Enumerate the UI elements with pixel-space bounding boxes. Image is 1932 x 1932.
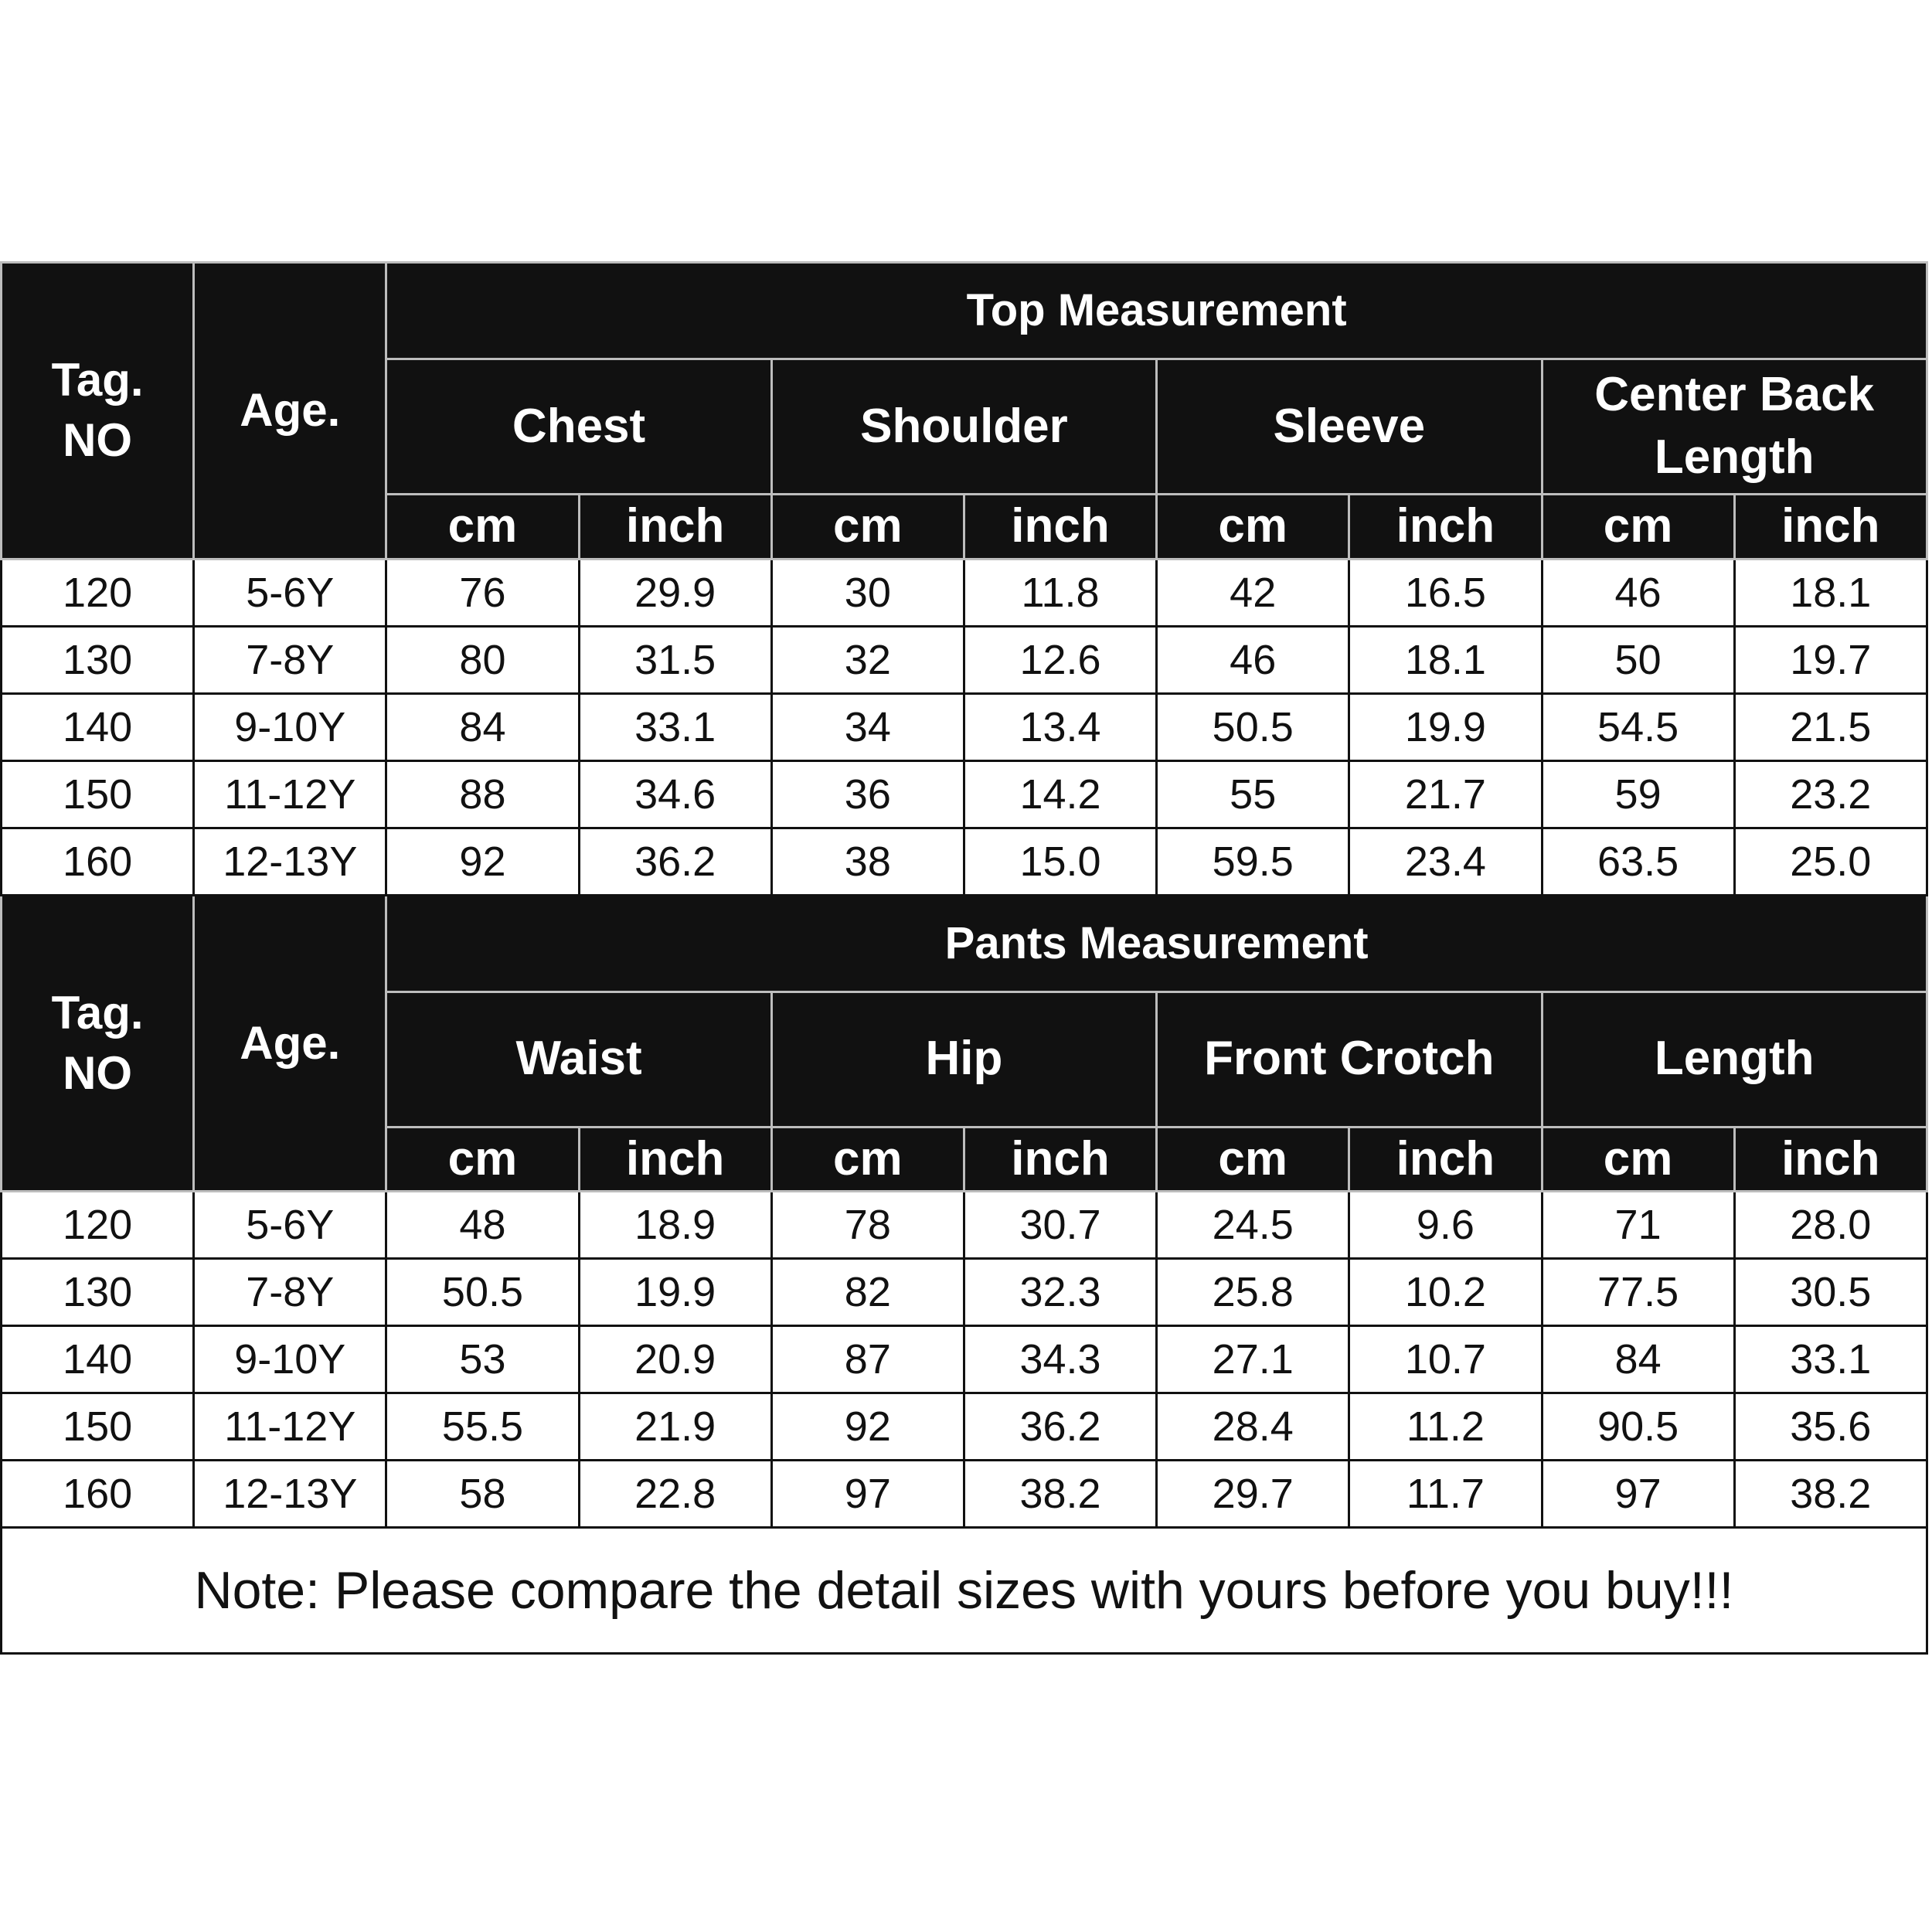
table-cell: 46	[1542, 559, 1734, 626]
table-cell: 19.7	[1734, 626, 1927, 693]
table-row	[2, 693, 1927, 760]
table-cell: 31.5	[579, 626, 771, 693]
tag-no-header: Tag. NO	[2, 263, 194, 560]
table-cell: 130	[2, 1259, 194, 1326]
table-cell: 25.0	[1734, 828, 1927, 895]
table-cell: 150	[2, 760, 194, 828]
measurement-header: Shoulder	[771, 359, 1156, 495]
table-cell: 5-6Y	[194, 559, 386, 626]
table-cell: 55	[1157, 760, 1349, 828]
table-cell: 11.7	[1349, 1461, 1542, 1528]
table-cell: 21.7	[1349, 760, 1542, 828]
unit-header: inch	[1349, 1127, 1542, 1192]
table-cell: 140	[2, 1326, 194, 1393]
table-cell: 53	[386, 1326, 579, 1393]
table-cell: 33.1	[579, 693, 771, 760]
table-cell: 87	[771, 1326, 964, 1393]
table-cell: 42	[1157, 559, 1349, 626]
table-cell: 10.2	[1349, 1259, 1542, 1326]
table-cell: 63.5	[1542, 828, 1734, 895]
unit-header: cm	[386, 1127, 579, 1192]
size-chart	[0, 261, 1926, 1655]
top-header-row	[2, 263, 1927, 359]
table-cell: 76	[386, 559, 579, 626]
table-cell: 29.7	[1157, 1461, 1349, 1528]
unit-header: inch	[964, 1127, 1156, 1192]
table-cell: 30.7	[964, 1192, 1156, 1259]
table-cell: 78	[771, 1192, 964, 1259]
table-row	[2, 626, 1927, 693]
table-cell: 160	[2, 1461, 194, 1528]
table-cell: 25.8	[1157, 1259, 1349, 1326]
unit-header: inch	[964, 495, 1156, 560]
table-cell: 27.1	[1157, 1326, 1349, 1393]
table-cell: 35.6	[1734, 1393, 1927, 1461]
table-cell: 13.4	[964, 693, 1156, 760]
table-cell: 19.9	[579, 1259, 771, 1326]
table-cell: 11-12Y	[194, 760, 386, 828]
table-cell: 80	[386, 626, 579, 693]
table-cell: 19.9	[1349, 693, 1542, 760]
table-cell: 11-12Y	[194, 1393, 386, 1461]
measurement-header: Center Back Length	[1542, 359, 1927, 495]
table-row	[2, 1192, 1927, 1259]
table-cell: 59	[1542, 760, 1734, 828]
table-row	[2, 1393, 1927, 1461]
table-cell: 97	[1542, 1461, 1734, 1528]
table-cell: 58	[386, 1461, 579, 1528]
table-cell: 38.2	[1734, 1461, 1927, 1528]
age-header: Age.	[194, 895, 386, 1192]
table-cell: 28.0	[1734, 1192, 1927, 1259]
table-cell: 28.4	[1157, 1393, 1349, 1461]
table-cell: 46	[1157, 626, 1349, 693]
table-cell: 36.2	[964, 1393, 1156, 1461]
table-cell: 15.0	[964, 828, 1156, 895]
table-cell: 50.5	[386, 1259, 579, 1326]
table-cell: 30.5	[1734, 1259, 1927, 1326]
table-cell: 92	[771, 1393, 964, 1461]
note-row	[2, 1528, 1927, 1654]
table-cell: 84	[1542, 1326, 1734, 1393]
table-cell: 23.4	[1349, 828, 1542, 895]
table-cell: 97	[771, 1461, 964, 1528]
table-cell: 12-13Y	[194, 1461, 386, 1528]
table-cell: 12-13Y	[194, 828, 386, 895]
table-cell: 24.5	[1157, 1192, 1349, 1259]
table-cell: 34	[771, 693, 964, 760]
table-cell: 77.5	[1542, 1259, 1734, 1326]
table-cell: 120	[2, 559, 194, 626]
measurement-header: Length	[1542, 992, 1927, 1127]
unit-header: cm	[386, 495, 579, 560]
measurement-header: Front Crotch	[1157, 992, 1542, 1127]
table-cell: 9.6	[1349, 1192, 1542, 1259]
table-cell: 7-8Y	[194, 1259, 386, 1326]
table-cell: 20.9	[579, 1326, 771, 1393]
unit-header: cm	[771, 495, 964, 560]
unit-header: inch	[1734, 1127, 1927, 1192]
table-cell: 18.9	[579, 1192, 771, 1259]
note-text: Note: Please compare the detail sizes with yours before you buy!!!	[2, 1528, 1927, 1654]
table-cell: 5-6Y	[194, 1192, 386, 1259]
table-cell: 16.5	[1349, 559, 1542, 626]
table-cell: 9-10Y	[194, 1326, 386, 1393]
table-cell: 9-10Y	[194, 693, 386, 760]
pants-header-row	[2, 895, 1927, 992]
table-cell: 55.5	[386, 1393, 579, 1461]
unit-header: inch	[579, 1127, 771, 1192]
table-cell: 50	[1542, 626, 1734, 693]
unit-header: cm	[771, 1127, 964, 1192]
table-cell: 82	[771, 1259, 964, 1326]
table-cell: 160	[2, 828, 194, 895]
unit-header: cm	[1157, 495, 1349, 560]
unit-header: inch	[579, 495, 771, 560]
table-cell: 84	[386, 693, 579, 760]
table-cell: 38	[771, 828, 964, 895]
measurement-header: Hip	[771, 992, 1156, 1127]
table-cell: 71	[1542, 1192, 1734, 1259]
table-cell: 140	[2, 693, 194, 760]
table-row	[2, 559, 1927, 626]
measurement-header: Chest	[386, 359, 771, 495]
age-header: Age.	[194, 263, 386, 560]
table-cell: 59.5	[1157, 828, 1349, 895]
table-cell: 23.2	[1734, 760, 1927, 828]
measurement-header: Waist	[386, 992, 771, 1127]
table-cell: 34.6	[579, 760, 771, 828]
unit-header: inch	[1349, 495, 1542, 560]
table-cell: 54.5	[1542, 693, 1734, 760]
table-cell: 32.3	[964, 1259, 1156, 1326]
measurement-header: Sleeve	[1157, 359, 1542, 495]
table-row	[2, 1326, 1927, 1393]
table-cell: 150	[2, 1393, 194, 1461]
table-cell: 48	[386, 1192, 579, 1259]
table-cell: 33.1	[1734, 1326, 1927, 1393]
table-cell: 18.1	[1349, 626, 1542, 693]
table-cell: 50.5	[1157, 693, 1349, 760]
unit-header: cm	[1542, 495, 1734, 560]
table-cell: 38.2	[964, 1461, 1156, 1528]
unit-header: cm	[1542, 1127, 1734, 1192]
table-row	[2, 760, 1927, 828]
table-cell: 36	[771, 760, 964, 828]
table-cell: 22.8	[579, 1461, 771, 1528]
pants-measurement-title: Pants Measurement	[386, 895, 1927, 992]
table-cell: 21.5	[1734, 693, 1927, 760]
table-cell: 30	[771, 559, 964, 626]
table-cell: 21.9	[579, 1393, 771, 1461]
table-cell: 18.1	[1734, 559, 1927, 626]
size-table	[0, 261, 1928, 1655]
unit-header: cm	[1157, 1127, 1349, 1192]
table-cell: 36.2	[579, 828, 771, 895]
table-cell: 32	[771, 626, 964, 693]
tag-no-header: Tag. NO	[2, 895, 194, 1192]
table-row	[2, 828, 1927, 895]
table-cell: 34.3	[964, 1326, 1156, 1393]
table-row	[2, 1259, 1927, 1326]
table-cell: 11.8	[964, 559, 1156, 626]
table-cell: 10.7	[1349, 1326, 1542, 1393]
table-cell: 90.5	[1542, 1393, 1734, 1461]
table-cell: 120	[2, 1192, 194, 1259]
table-cell: 29.9	[579, 559, 771, 626]
table-cell: 88	[386, 760, 579, 828]
table-cell: 12.6	[964, 626, 1156, 693]
table-row	[2, 1461, 1927, 1528]
table-cell: 7-8Y	[194, 626, 386, 693]
table-cell: 11.2	[1349, 1393, 1542, 1461]
top-measurement-title: Top Measurement	[386, 263, 1927, 359]
table-cell: 14.2	[964, 760, 1156, 828]
table-cell: 92	[386, 828, 579, 895]
unit-header: inch	[1734, 495, 1927, 560]
table-cell: 130	[2, 626, 194, 693]
